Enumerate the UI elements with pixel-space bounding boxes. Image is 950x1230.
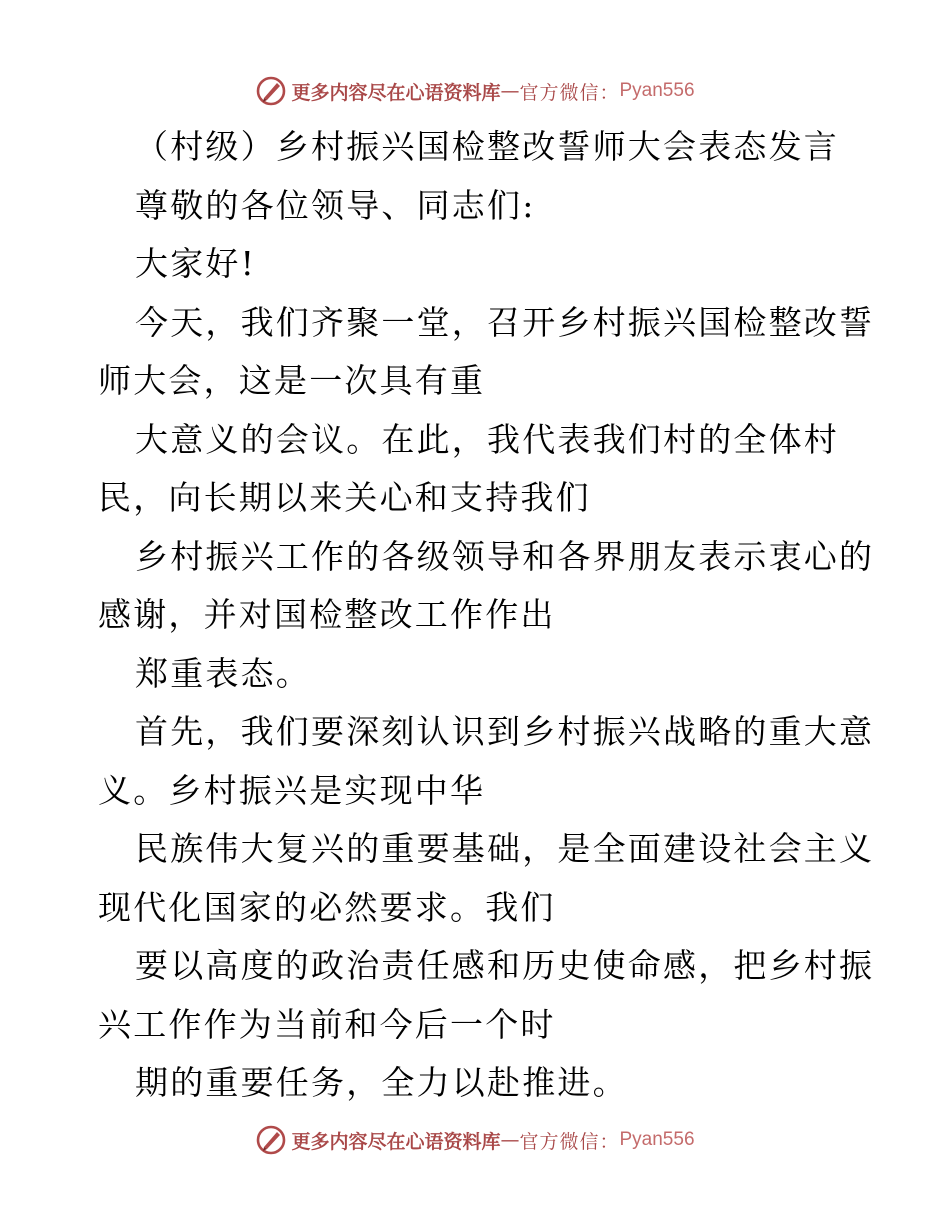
document-body <box>98 118 875 1113</box>
quill-logo-icon <box>255 75 287 107</box>
text-line: 大意义的会议。在此，我代表我们村的全体村 <box>135 419 839 459</box>
text-line: 首先，我们要深刻认识到乡村振兴战略的重大意 <box>135 712 875 751</box>
header-watermark <box>0 71 950 111</box>
watermark-wechat-label: 官方微信： <box>519 81 620 104</box>
text-line: 要以高度的政治责任感和历史使命感，把乡村振 <box>135 946 875 985</box>
watermark-dash: — <box>500 1129 520 1151</box>
footer-watermark <box>0 1120 950 1160</box>
watermark-dash: — <box>500 80 520 102</box>
watermark-main-text: 更多内容尽在心语资料库 <box>291 81 501 104</box>
watermark-main-text: 更多内容尽在心语资料库 <box>291 1130 501 1153</box>
quill-logo-icon <box>255 1124 287 1156</box>
text-line: 今天，我们齐聚一堂，召开乡村振兴国检整改誓 <box>135 302 875 342</box>
text-line: 乡村振兴工作的各级领导和各界朋友表示衷心的 <box>135 536 875 576</box>
text-line: 民族伟大复兴的重要基础，是全面建设社会主义 <box>135 829 875 868</box>
text-line: 感谢，并对国检整改工作作出 <box>98 595 556 634</box>
text-line: 期的重要任务，全力以赴推进。 <box>135 1063 628 1102</box>
text-line: 义。乡村振兴是实现中华 <box>98 770 486 810</box>
watermark-wechat-label: 官方微信： <box>519 1130 620 1153</box>
text-line: 现代化国家的必然要求。我们 <box>98 887 556 927</box>
greeting: 大家好! <box>135 244 257 283</box>
watermark-wechat-id: Pyan556 <box>619 1129 695 1150</box>
salutation: 尊敬的各位领导、同志们: <box>135 185 536 225</box>
text-line: 民，向长期以来关心和支持我们 <box>98 478 591 517</box>
watermark-wechat-id: Pyan556 <box>619 80 695 101</box>
text-line: 师大会，这是一次具有重 <box>98 361 486 400</box>
text-line: 兴工作作为当前和今后一个时 <box>98 1004 556 1044</box>
text-line: 郑重表态。 <box>135 653 311 693</box>
document-title: （村级）乡村振兴国检整改誓师大会表态发言 <box>135 127 839 166</box>
